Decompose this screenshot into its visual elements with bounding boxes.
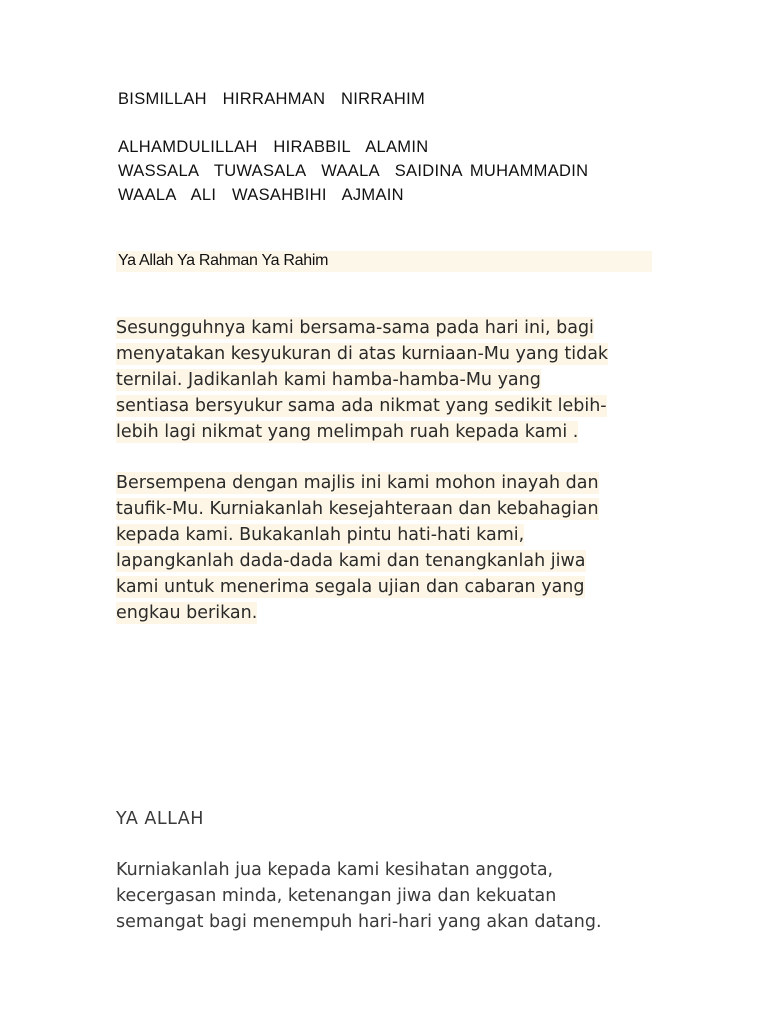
paragraph-2 (116, 470, 676, 626)
paragraph-2-line: kepada kami. Bukakanlah pintu hati-hati kami, (116, 525, 525, 545)
prayer-heading: Ya Allah Ya Rahman Ya Rahim (118, 252, 329, 269)
paragraph-3-line: kecergasan minda, ketenangan jiwa dan kekuatan (116, 886, 557, 906)
paragraph-3-line: Kurniakanlah jua kepada kami kesihatan anggota, (116, 860, 554, 880)
waala-line: WAALA ALI WASAHBIHI AJMAIN (118, 186, 404, 204)
paragraph-1-line: ternilai. Jadikanlah kami hamba-hamba-Mu yang (116, 370, 541, 390)
paragraph-1 (116, 315, 676, 445)
paragraph-2-line: engkau berikan. (116, 603, 258, 623)
paragraph-1-line: menyatakan kesyukuran di atas kurniaan-Mu yang tidak (116, 344, 609, 364)
paragraph-1-line: lebih lagi nikmat yang melimpah ruah kepada kami . (116, 422, 579, 442)
wassala-line: WASSALA TUWASALA WAALA SAIDINA MUHAMMADIN (118, 162, 589, 180)
paragraph-1-line: Sesungguhnya kami bersama-sama pada hari ini, bagi (116, 318, 594, 338)
paragraph-1-line: sentiasa bersyukur sama ada nikmat yang sedikit lebih- (116, 396, 607, 416)
paragraph-2-line: lapangkanlah dada-dada kami dan tenangkanlah jiwa (116, 551, 586, 571)
bismillah-line: BISMILLAH HIRRAHMAN NIRRAHIM (118, 90, 426, 108)
paragraph-2-line: Bersempena dengan majlis ini kami mohon inayah dan (116, 473, 599, 493)
section-title: YA ALLAH (116, 809, 204, 829)
alhamdulillah-line: ALHAMDULILLAH HIRABBIL ALAMIN (118, 138, 429, 156)
paragraph-3 (116, 857, 676, 935)
paragraph-3-line: semangat bagi menempuh hari-hari yang akan datang. (116, 912, 602, 932)
paragraph-2-line: kami untuk menerima segala ujian dan cabaran yang (116, 577, 585, 597)
paragraph-2-line: taufik-Mu. Kurniakanlah kesejahteraan dan kebahagian (116, 499, 599, 519)
